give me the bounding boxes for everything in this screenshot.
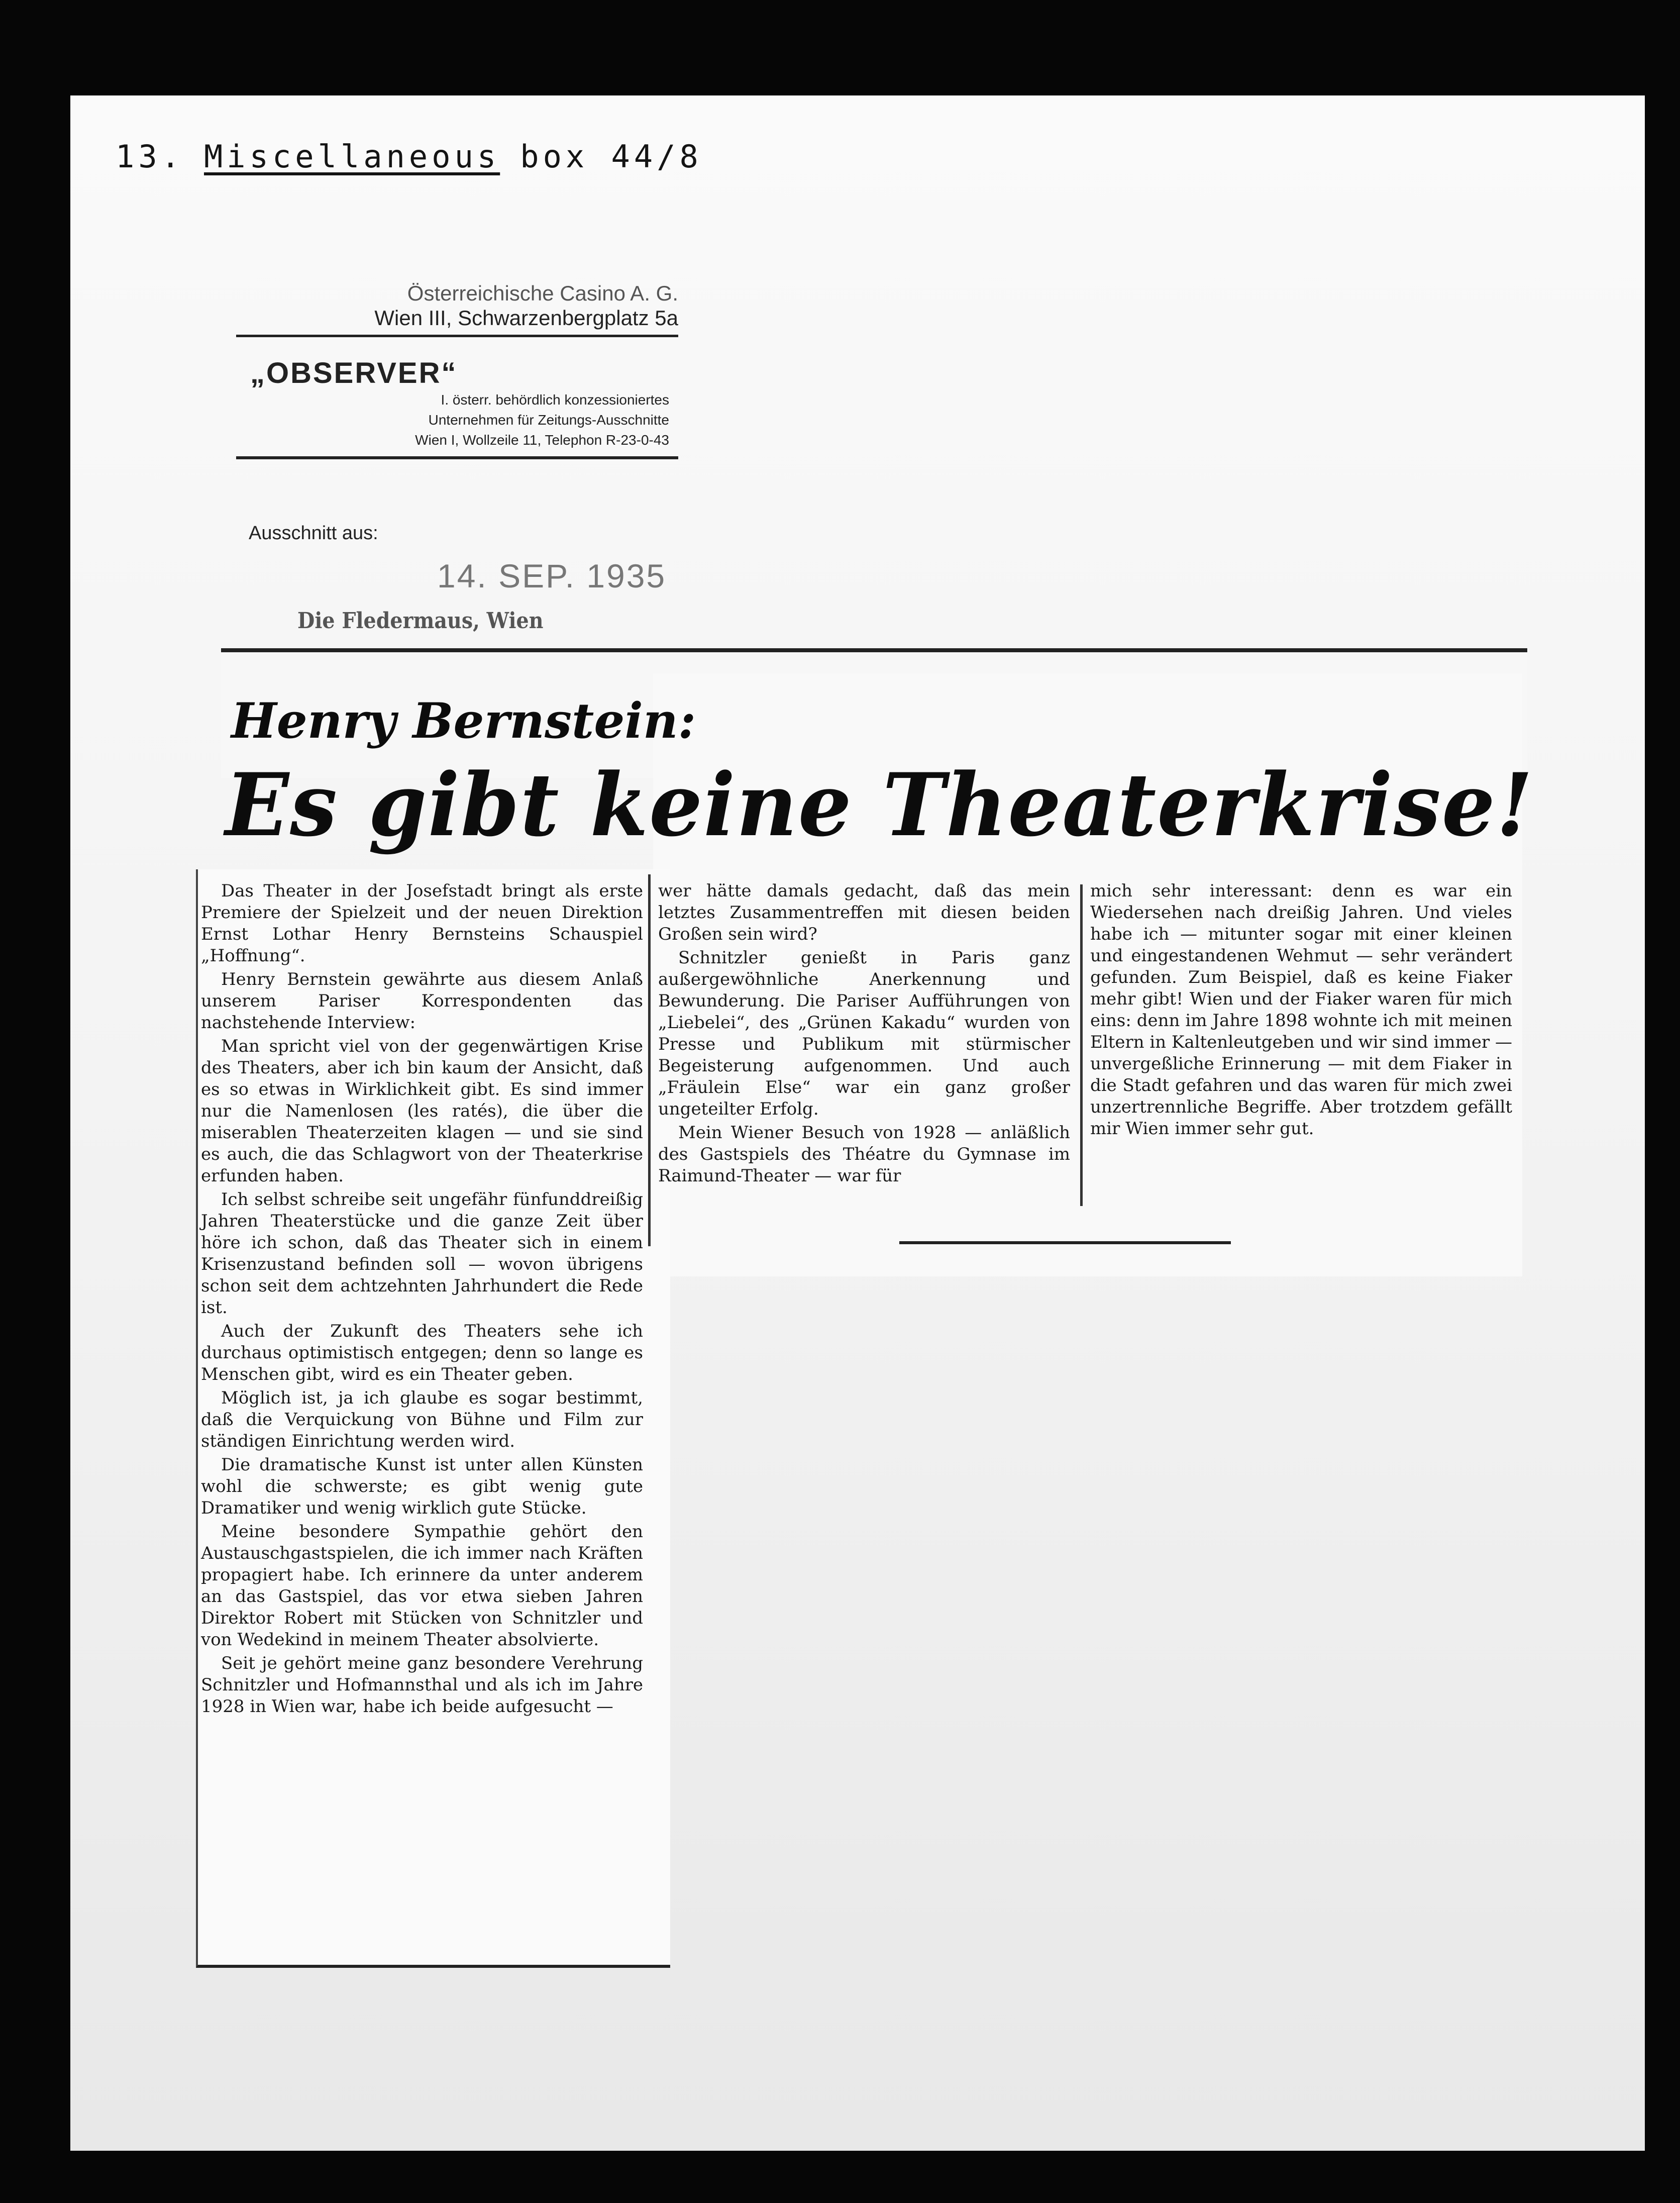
paragraph: Mein Wiener Besuch von 1928 — anläßlich des Gastspiels des Théatre du Gymnase im Raimund-Theater — war für: [658, 1123, 1070, 1186]
paragraph: Schnitzler genießt in Paris ganz außergewöhnliche Anerkennung und Bewunderung. Die Pariser Aufführungen von „Liebelei“, des „Grünen Kakadu“ wurden von Presse und Publikum mit stürmischer Begeisterung aufgenommen. Und auch „Fräulein Else“ war ein ganz großer ungeteilter Erfolg.: [658, 948, 1070, 1119]
stamp-line2: Unternehmen für Zeitungs-Ausschnitte: [428, 412, 669, 428]
paragraph: mich sehr interessant: denn es war ein Wiedersehen nach dreißig Jahren. Und vieles habe ich — mitunter sogar mit einer kleinen und eingestandenen Wehmut — sehr verändert gefunden. Zum Beispiel, daß es keine Fiaker mehr gibt! Wien und der Fiaker waren für mich eins: denn im Jahre 1898 wohnte ich mit meinen Eltern in Kaltenleutgeben und wir sind immer — unvergeßliche Erinnerung — mit dem Fiaker in die Stadt gefahren und das waren für mich zwei unzertrennliche Begriffe. Aber trotzdem gefällt mir Wien immer sehr gut.: [1090, 881, 1513, 1139]
ausschnitt-label: Ausschnitt aus:: [249, 523, 378, 544]
paragraph: Ich selbst schreibe seit ungefähr fünfunddreißig Jahren Theaterstücke und die ganze Zeit über höre ich schon, daß das Theater sich in einem Krisenzustand befinden soll — wovon übrigens schon seit dem achtzehnten Jahrhundert die Rede ist.: [201, 1189, 643, 1318]
stamp-company-line1: Österreichische Casino A. G.: [407, 281, 678, 305]
paragraph: Meine besondere Sympathie gehört den Austauschgastspielen, die ich immer nach Kräften propagiert habe. Ich erinnere da unter anderem an das Gastspiel, das vor etwa sieben Jahren Direktor Robert mit Stücken von Schnitzler und von Wedekind in meinem Theater absolvierte.: [201, 1522, 643, 1650]
archive-box: box 44/8: [520, 138, 702, 175]
archive-header: [116, 138, 722, 175]
paragraph: Henry Bernstein gewährte aus diesem Anlaß unserem Pariser Korrespondenten das nachstehende Interview:: [201, 969, 643, 1033]
column-divider: [648, 874, 651, 1246]
stamp-line1: I. österr. behördlich konzessioniertes: [441, 392, 669, 408]
article-end-rule: [899, 1241, 1231, 1244]
paragraph: wer hätte damals gedacht, daß das mein letztes Zusammentreffen mit diesen beiden Großen sein wird?: [658, 881, 1070, 944]
paragraph: Das Theater in der Josefstadt bringt als erste Premiere der Spielzeit und der neuen Direktion Ernst Lothar Henry Bernsteins Schauspiel „Hoffnung“.: [201, 881, 643, 966]
paragraph: Man spricht viel von der gegenwärtigen Krise des Theaters, aber ich bin kaum der Ansicht, daß es so etwas in Wirklichkeit gibt. Es sind immer nur die Namenlosen (les ratés), die über die miserablen Theaterzeiten klagen — und sie sind es auch, die das Schlagwort von der Theaterkrise erfunden haben.: [201, 1036, 643, 1186]
archive-number: 13.: [116, 138, 184, 175]
article-column-3: [1090, 880, 1512, 1142]
article-column-2: [658, 880, 1070, 1189]
clipping-service-stamp: [236, 281, 678, 459]
stamp-line3: Wien I, Wollzeile 11, Telephon R-23-0-43: [236, 430, 678, 459]
stamp-company-line2: Wien III, Schwarzenbergplatz 5a: [236, 306, 678, 337]
stamp-name: „OBSERVER“: [250, 357, 458, 389]
article-column-1: [201, 880, 643, 1720]
paragraph: Die dramatische Kunst ist unter allen Künsten wohl die schwerste; es gibt wenig gute Dramatiker und wenig wirklich gute Stücke.: [201, 1455, 643, 1518]
article-kicker: Henry Bernstein:: [231, 692, 696, 749]
archive-category: Miscellaneous: [203, 138, 500, 175]
article-headline: Es gibt keine Theaterkrise!: [225, 754, 1534, 856]
clipping-date: 14. SEP. 1935: [437, 557, 667, 594]
paragraph: Möglich ist, ja ich glaube es sogar bestimmt, daß die Verquickung von Bühne und Film zur ständigen Einrichtung werden wird.: [201, 1388, 643, 1451]
paragraph: Auch der Zukunft des Theaters sehe ich durchaus optimistisch entgegen; denn so lange es Menschen gibt, wird es ein Theater geben.: [201, 1321, 643, 1384]
column-divider: [1080, 884, 1083, 1206]
clipping-source: Die Fledermaus, Wien: [297, 608, 544, 634]
paragraph: Seit je gehört meine ganz besondere Verehrung Schnitzler und Hofmannsthal und als ich im Jahre 1928 in Wien war, habe ich beide aufgesucht —: [201, 1653, 643, 1717]
